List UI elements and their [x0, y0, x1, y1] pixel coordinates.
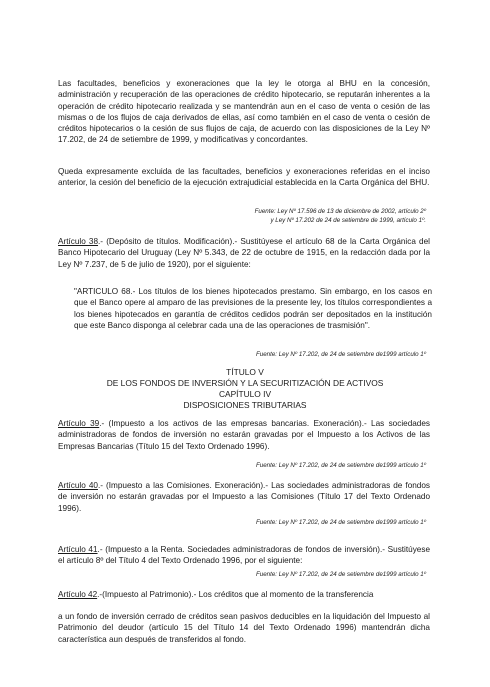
article-41-title: Artículo 41 [58, 545, 98, 554]
article-38 [58, 236, 430, 270]
article-38-title: Artículo 38 [58, 237, 99, 246]
capitulo-name: DISPOSICIONES TRIBUTARIAS [183, 400, 307, 410]
article-68-quote: "ARTICULO 68.- Los títulos de los bienes hipotecados prestamo. Sin embargo, en los casos en que el Banco opere al amparo de las previsiones de la presente ley, los títulos correspondientes a los bienes hipotecados en garantía de créditos cedidos podrán ser depositados en la institución que este Banco disponga al celebrar cada una de las operaciones de trasmisión". [74, 287, 432, 330]
article-39 [58, 418, 430, 452]
source-note-3: Fuente: Ley Nº 17.202, de 24 de setiembre de1999 artículo 1º [256, 462, 426, 469]
article-39-text: .- (Impuesto a los activos de las empresas bancarias. Exoneración).- Las sociedades administradoras de fondos de inversión no estarán gravadas por el Impuesto a los Activos de las Empresas Bancarias (Título 15 del Texto Ordenado 1996). [58, 419, 430, 451]
article-41-text: .- (Impuesto a la Renta. Sociedades administradoras de fondos de inversión).- Sustitúyese el artículo 8º del Título 4 del Texto Ordenado 1996, por el siguiente: [58, 545, 431, 566]
article-40 [58, 480, 430, 514]
paragraph-exclusion: Queda expresamente excluida de las facultades, beneficios y exoneraciones referidas en el inciso anterior, la cesión del beneficio de la ejecución extrajudicial establecida en la Carta Orgánica del BHU. [58, 167, 430, 188]
source-note-4: Fuente: Ley Nº 17.202, de 24 de setiembre de1999 artículo 1º [256, 519, 426, 526]
article-42-text: .-(Impuesto al Patrimonio).- Los créditos que al momento de la transferencia [97, 590, 374, 599]
article-42-title: Artículo 42 [58, 590, 98, 599]
titulo-heading: TÍTULO V [226, 367, 264, 377]
article-42-continuation: a un fondo de inversión cerrado de créditos sean pasivos deducibles en la liquidación del Impuesto al Patrimonio del deudor (artículo 15 del Título 14 del Texto Ordenado 1996) mantendrán dicha característica aun después de transferidos al fondo. [58, 612, 430, 644]
source-note-5: Fuente: Ley Nº 17.202, de 24 de setiembre de1999 artículo 1º [256, 571, 426, 578]
paragraph-bhu-facultades: Las facultades, beneficios y exoneraciones que la ley le otorga al BHU en la concesión, administración y recuperación de las operaciones de crédito hipotecario, se reputarán inherentes a la operación de crédito hipotecario realizada y se mantendrán aun en el caso de venta o cesión de las mismas o de los flujos de caja derivados de ellas, así como también en el caso de venta o cesión de créditos hipotecarios o la cesión de sus flujos de caja, de acuerdo con las disposiciones de la Ley Nº 17.202, de 24 de setiembre de 1999, y modificativas y concordantes. [58, 79, 430, 145]
article-40-text: .- (Impuesto a las Comisiones. Exoneración).- Las sociedades administradoras de fondos de inversión no estarán gravadas por el Impuesto a las Comisiones (Título 17 del Texto Ordenado 1996). [58, 481, 431, 513]
source-note-1 [255, 208, 426, 225]
article-39-title: Artículo 39 [58, 419, 100, 428]
titulo-name: DE LOS FONDOS DE INVERSIÓN Y LA SECURITIZACIÓN DE ACTIVOS [106, 378, 384, 388]
source-note-1-line2: y Ley Nº 17.202 de 24 de setiembre de 1999, artículo 1º. [270, 216, 426, 224]
capitulo-heading: CAPÍTULO IV [218, 389, 272, 399]
source-note-1-line1: Fuente: Ley Nº 17.596 de 13 de diciembre de 2002, artículo 2º [254, 208, 426, 215]
article-42 [58, 589, 430, 600]
article-40-title: Artículo 40 [58, 481, 98, 490]
article-38-text: .- (Depósito de títulos. Modificación).- Sustitúyese el artículo 68 de la Carta Orgánica del Banco Hipotecario del Uruguay (Ley Nº 5.343, de 22 de octubre de 1915, en la redacción dada por la Ley Nº 7.237, de 5 de julio de 1920), por el siguiente: [58, 237, 430, 269]
source-note-2: Fuente: Ley Nº 17.202, de 24 de setiembre de1999 artículo 1º [256, 351, 426, 358]
article-41 [58, 544, 430, 567]
